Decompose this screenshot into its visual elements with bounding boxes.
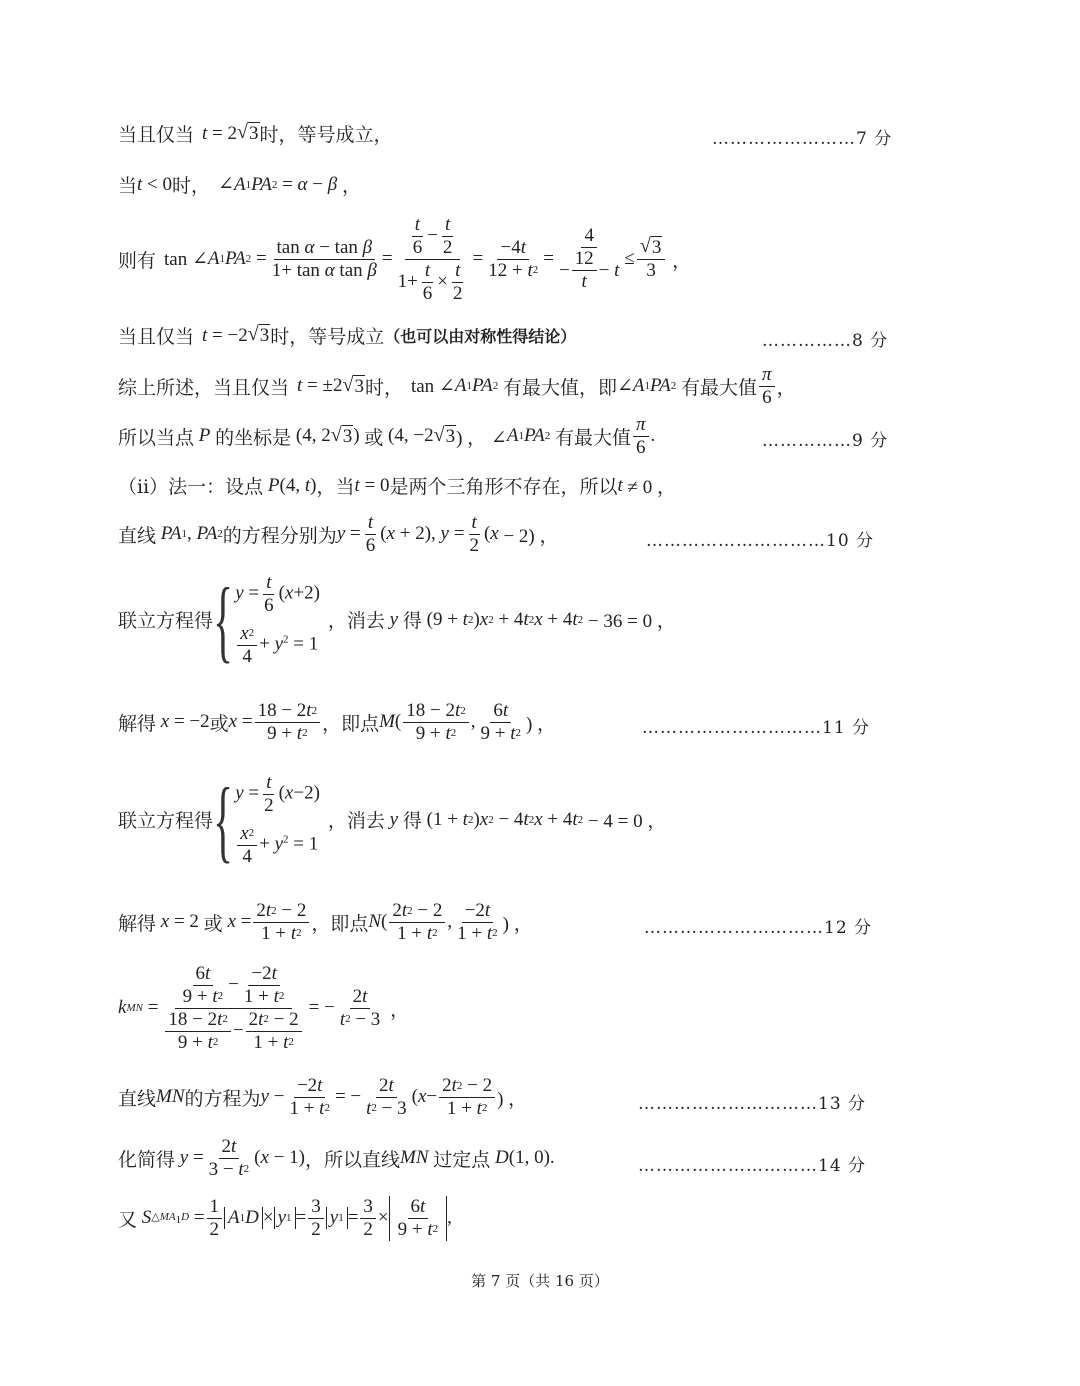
- text: 得: [402, 811, 422, 833]
- score-9: ……………9 分: [762, 431, 889, 451]
- text: ，当: [316, 477, 355, 498]
- text: 过定点: [433, 1149, 491, 1171]
- text: ，消去: [327, 811, 385, 833]
- text: 有最大值，即: [502, 377, 617, 399]
- line-6: 所以当点 P 的坐标是 (4, 2 √ 3 ) 或 (4, −2 √ 3 ) ， ∠ A 1 PA 2 有最大值 $\frac{\pi}{6}$ .: [118, 414, 656, 458]
- line-10: 解得 x = −2 或 x = 18 − 2 t 2 9 + t 2 ，即点 M ( 18 − 2 t 2 9 + t 2 , 6 t 9 + t 2 ) ，: [118, 700, 557, 744]
- page-footer: 第 7 页（共 16 页）: [471, 1272, 609, 1290]
- text: 又: [118, 1209, 138, 1231]
- line-13: k MN = 6 t 9 + t 2 − −2 t 1 + t 2 18 − 2 t 2 9 + t 2 − 2 t 2 − 2 1 + t 2 = − 2 t t 2 − 3 ，: [118, 963, 410, 1053]
- line-1: 当且仅当 t = 2 √ 3 时，等号成立，: [118, 121, 393, 146]
- text: 或: [209, 713, 229, 735]
- line-4: 当且仅当 t = −2 √ 3 时，等号成立 （也可以由对称性得结论）: [118, 323, 577, 348]
- line-11: 联立方程得 { y = $\frac{t}{2}$ (x−2) x 2 4 + $y^2 = 1$ ，消去 y 得 (1 + t 2 ) x 2 − 4 t 2 x + 4 t 2 − 4 = 0 ，: [118, 768, 667, 871]
- score-14: …………………………14 分: [638, 1156, 867, 1176]
- text: 的方程为: [184, 1088, 261, 1110]
- text: 时，: [172, 176, 211, 197]
- text: ，所以直线: [304, 1149, 400, 1171]
- text: 时，等号成立: [270, 327, 385, 348]
- note-symmetry: （也可以由对称性得结论）: [384, 327, 577, 346]
- text: 时，: [364, 377, 403, 399]
- text: 或: [203, 913, 223, 935]
- line-15: 化简得 y = 2 t 3 − t 2 ( x − 1) ，所以直线 MN 过定点 D (1, 0).: [118, 1136, 555, 1180]
- text: 联立方程得: [118, 611, 214, 633]
- score-10: …………………………10 分: [646, 531, 875, 551]
- text: 所以当点: [118, 427, 195, 449]
- text: ，即点: [311, 913, 369, 935]
- text: 的方程分别为: [222, 525, 337, 547]
- line-3: 则有 tan ∠ A 1 PA 2 = tan α − tan β 1+ tan α tan β = $\frac{t}{6}$ − $\frac{t}{2}$ 1+ $\frac{t}{6}$ × $\frac{t}{2}$ = −4 t 12 + t 2 = 4 − $\frac{12}{t}$ − t ≤ √ 3 3 ，: [118, 214, 692, 304]
- score-13: …………………………13 分: [638, 1094, 867, 1114]
- text: 是两个三角形不存在，所以: [389, 477, 618, 498]
- text: 的坐标是: [215, 427, 292, 449]
- line-12: 解得 x = 2 或 x = 2 t 2 − 2 1 + t 2 ，即点 N ( 2 t 2 − 2 1 + t 2 , −2 t 1 + t 2 ) ，: [118, 900, 533, 944]
- text: 联立方程得: [118, 811, 214, 833]
- score-12: …………………………12 分: [644, 918, 873, 938]
- text: 直线: [118, 1088, 157, 1110]
- text: 直线: [118, 525, 157, 547]
- text: （ⅱ）法一：设点: [118, 477, 264, 498]
- text: 当: [118, 176, 138, 197]
- text: ，即点: [322, 713, 380, 735]
- score-7: ……………………7 分: [712, 129, 893, 149]
- line-14: 直线 MN 的方程为 y − −2 t 1 + t 2 = − 2 t t 2 − 3 ( x − 2 t 2 − 2 1 + t 2 ) ，: [118, 1075, 528, 1119]
- text: 化简得: [118, 1149, 176, 1171]
- line-2: 当 t < 0 时， ∠ A 1 PA 2 = α − β ，: [118, 171, 361, 198]
- text: 得: [402, 611, 422, 633]
- text: 解得: [118, 913, 157, 935]
- text: 时，等号成立，: [259, 125, 393, 146]
- text: 当且仅当: [118, 125, 195, 146]
- score-8: ……………8 分: [762, 331, 889, 351]
- text: 有最大值: [681, 377, 758, 399]
- line-7: （ⅱ）法一：设点 P (4, t ) ，当 t = 0 是两个三角形不存在，所以 t ≠ 0 ，: [118, 472, 676, 499]
- line-8: 直线 PA 1 , PA 2 的方程分别为 y = $\frac{t}{6}$ ( x + 2), y = $\frac{t}{2}$ ( x − 2) ，: [118, 512, 559, 556]
- line-5: 综上所述，当且仅当 t = ±2 √ 3 时， tan ∠ A 1 PA 2 有最大值，即 ∠ A 1 PA 2 有最大值 $\frac{\pi}{6}$ ，: [118, 364, 796, 408]
- text: 有最大值: [554, 427, 631, 449]
- text: ，消去: [327, 611, 385, 633]
- text: 解得: [118, 713, 157, 735]
- line-16: 又 S $\triangle MA_1D$ = $\frac{1}{2}$ A 1 D × y 1 = $\frac{3}{2}$ y 1 = $\frac{3}{2}$ × 6 t 9 + t 2 ,: [118, 1196, 452, 1240]
- text: 或: [364, 427, 384, 449]
- score-11: …………………………11 分: [642, 718, 871, 738]
- text: 综上所述，当且仅当: [118, 377, 290, 399]
- line-9: 联立方程得 { y = $\frac{t}{6}$ (x+2) x 2 4 + $y^2 = 1$ ，消去 y 得 (9 + t 2 ) x 2 + 4 t 2 x + 4 t 2 − 36 = 0 ，: [118, 568, 676, 671]
- text: 当且仅当: [118, 327, 195, 348]
- text: 则有: [118, 250, 157, 272]
